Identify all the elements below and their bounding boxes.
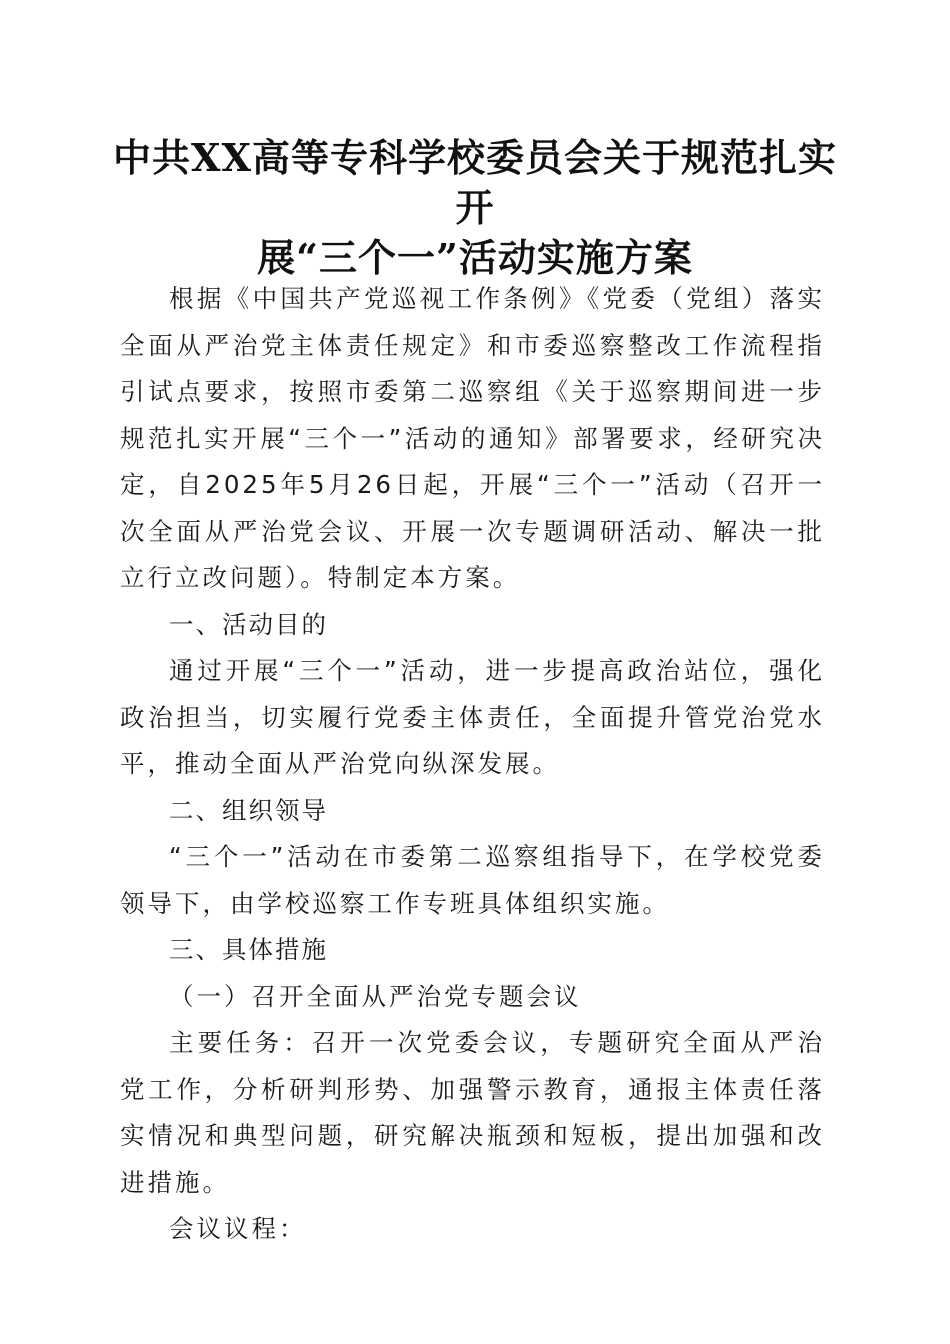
section-paragraph-agenda: 会议议程： [169,1214,307,1243]
section-paragraph-leadership: “三个一”活动在市委第二巡察组指导下，在学校党委领导下，由学校巡察工作专班具体组织实施。 [120,842,825,918]
title-line-1: 中共XX高等专科学校委员会关于规范扎实开 [113,135,837,230]
document-title [100,133,850,283]
intro-paragraph: 根据《中国共产党巡视工作条例》《党委（党组）落实全面从严治党主体责任规定》和市委巡察整改工作流程指引试点要求，按照市委第二巡察组《关于巡察期间进一步规范扎实开展“三个一”活动的通知》部署要求，经研究决定，自2025年5月26日起，开展“三个一”活动（召开一次全面从严治党会议、开展一次专题调研活动、解决一批立行立改问题）。特制定本方案。 [120,284,825,592]
section-heading-purpose: 一、活动目的 [169,609,328,639]
subsection-heading-meeting: （一）召开全面从严治党专题会议 [169,981,582,1011]
document-body [120,276,825,1253]
section-heading-measures: 三、具体措施 [169,935,328,964]
section-heading-leadership: 二、组织领导 [169,795,328,825]
section-paragraph-purpose: 通过开展“三个一”活动，进一步提高政治站位，强化政治担当，切实履行党委主体责任，全面提升管党治党水平，推动全面从严治党向纵深发展。 [120,656,825,778]
section-paragraph-main-task: 主要任务：召开一次党委会议，专题研究全面从严治党工作，分析研判形势、加强警示教育，通报主体责任落实情况和典型问题，研究解决瓶颈和短板，提出加强和改进措施。 [120,1028,825,1197]
title-line-2: 展“三个一”活动实施方案 [257,235,693,280]
